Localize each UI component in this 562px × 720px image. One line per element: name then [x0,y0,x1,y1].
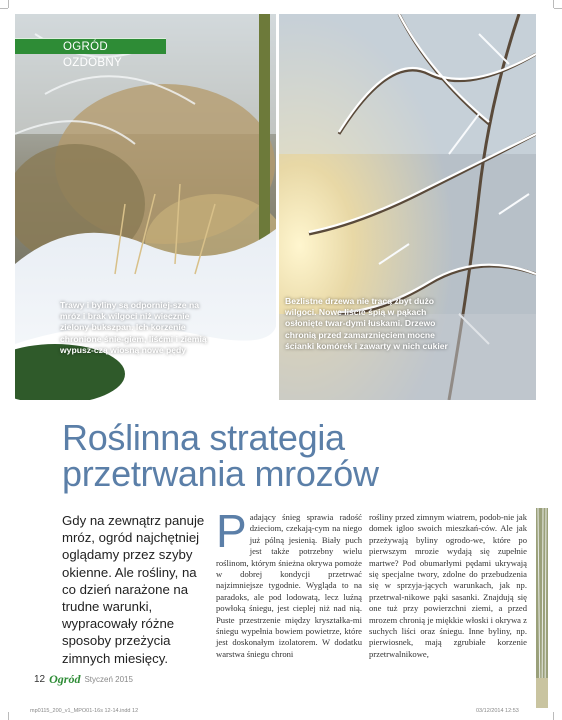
article-lead: Gdy na zewnątrz panuje mróz, ogród najchętniej oglądamy przez szyby okienne. Ale rośliny, na co dzień narażone na trudne warunki, wypracowały różne sposoby przeżycia zimnych miesięcy. [62,513,205,666]
print-slug-file: mp0115_200_v1_MPO01-16s 12-14.indd 12 [30,708,139,714]
crop-mark [0,8,8,9]
crop-mark [8,0,9,8]
section-label: OGRÓD OZDOBNY [15,38,166,54]
crop-mark [553,0,554,8]
body-text-1: adający śnieg sprawia radość dzieciom, czekają-cym na niego już pólną jesienią. Biały puch jest także potrzebny wielu roślinom, którym śnieżna okrywa pomoże w dobrej kondycji przetrwać najzimniejsze tygodnie. Wygląda to na paradoks, ale pod lodowatą, lecz luźną powłoką śniegu, jest cieplej niż nad nią. Puste przestrzenie między kryształka-mi śniegu wypełnia bowiem powietrze, które jest doskonałym izolatorem. W dodatku warstwa śniegu chroni [216,512,362,659]
magazine-logo: Ogród [49,672,81,686]
print-slug-datetime: 03/12/2014 12:53 [476,708,519,714]
side-photo-strip [536,508,548,708]
crop-mark [554,8,562,9]
dropcap: P [216,505,247,557]
title-line-1: Roślinna strategia [62,417,345,458]
article-title [62,417,532,494]
photo-caption-left: Trawy i byliny są odporniej-sze na mróz i brak wilgoci niż wiecznie zielony bukszpan. Ich korzenie chronione śnie-giem, liśćmi i ziemią wypusz-czą wiosną nowe pędy [60,300,207,355]
title-line-2: przetrwania mrozów [62,453,379,494]
crop-mark [8,712,9,720]
photo-caption-right: Bezlistne drzewa nie tracą zbyt dużo wilgoci. Nowe liście śpią w pąkach osłonięte twar-dymi łuskami. Drzewo chronią przed zamarznięciem mocne ścianki komórek i zawarty w nich cukier [285,296,448,351]
issue-date: Styczeń 2015 [84,675,133,684]
body-column-1 [216,505,362,660]
page-footer [34,672,133,687]
body-column-2: rośliny przed zimnym wiatrem, podob-nie jak domek igloo swoich mieszkań-ców. Ale jak przeżywają byliny ogrodo-we, które po pierwszym mrozie wydają się zupełnie martwe? Pod obumarłymi pędami ukrywają się specjalne twory, zdolne do przebudzenia się w sprzyja-jących warunkach, jak np. przetrwal-nikowe pąki sasanki. Znajdują się one tuż przy powierzchni ziemi, a przed mrozem chronią je miękkie włoski i okrywa z suchych liści oraz śniegu. Inne byliny, np. pierwiosnek, mają zgrubiałe korzenie przetrwalnikowe, [369,512,527,659]
page-number: 12 [34,674,46,685]
crop-mark [553,712,554,720]
